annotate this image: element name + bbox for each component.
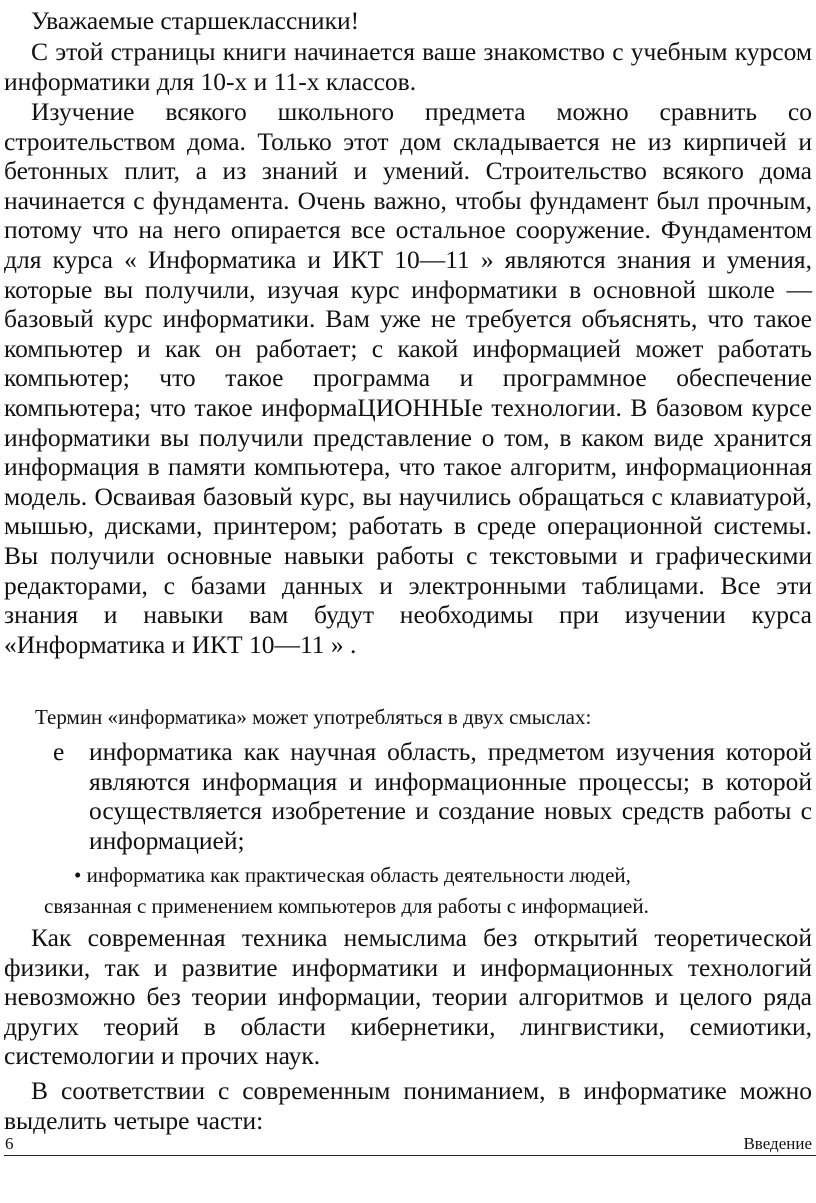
page-number: 6	[5, 1134, 14, 1153]
paragraph-theory: Как современная техника немыслима без открытий теоретической физики, так и развитие информатики и информационных технологий невозможно без теории информации, теории алгоритмов и целого ряда других теорий в области кибернетики, лингвистики, семиотики, системологии и прочих наук.	[4, 923, 812, 1071]
bullet-item-practice-continued: связанная с применением компьютеров для работы с информацией.	[44, 894, 649, 918]
bullet-text-science: информатика как научная область, предметом изучения которой являются информация и информационные процессы; в которой осуществляется изобретение и создание новых средств работы с информацией;	[89, 737, 812, 855]
footer-divider	[4, 1155, 816, 1156]
footer-section-title: Введение	[743, 1134, 812, 1153]
paragraph-intro: С этой страницы книги начинается ваше знакомство с учебным курсом информатики для 10-х и 11-х классов.	[4, 37, 812, 96]
bullet-item-science	[53, 737, 812, 855]
term-intro: Термин «информатика» может употребляться в двух смыслах:	[35, 705, 592, 729]
bullet-item-practice: • информатика как практическая область деятельности людей,	[74, 863, 631, 887]
bullet-marker: е	[53, 737, 65, 766]
paragraph-parts: В соответствии с современным пониманием, в информатике можно выделить четыре части:	[4, 1076, 812, 1135]
paragraph-main: Изучение всякого школьного предмета можно сравнить со строительством дома. Только этот дом складывается не из кирпичей и бетонных плит, а из знаний и умений. Строительство всякого дома начинается с фундамента. Очень важно, чтобы фундамент был прочным, потому что на него опирается все остальное сооружение. Фундаментом для курса « Информатика и ИКТ 10—11 » являются знания и умения, которые вы получили, изучая курс информатики в основной школе — базовый курс информатики. Вам уже не требуется объяснять, что такое компьютер и как он работает; с какой информацией может работать компьютер; что такое программа и программное обеспечение компьютера; что такое информаЦИОННЫе технологии. В базовом курсе информатики вы получили представление о том, в каком виде хранится информация в памяти компьютера, что такое алгоритм, информационная модель. Осваивая базовый курс, вы научились обращаться с клавиатурой, мышью, дисками, принтером; работать в среде операционной системы. Вы получили основные навыки работы с текстовыми и графическими редакторами, с базами данных и электронными таблицами. Все эти знания и навыки вам будут необходимы при изучении курса «Информатика и ИКТ 10—11 » .	[4, 97, 812, 659]
greeting: Уважаемые старшеклассники!	[31, 6, 360, 35]
